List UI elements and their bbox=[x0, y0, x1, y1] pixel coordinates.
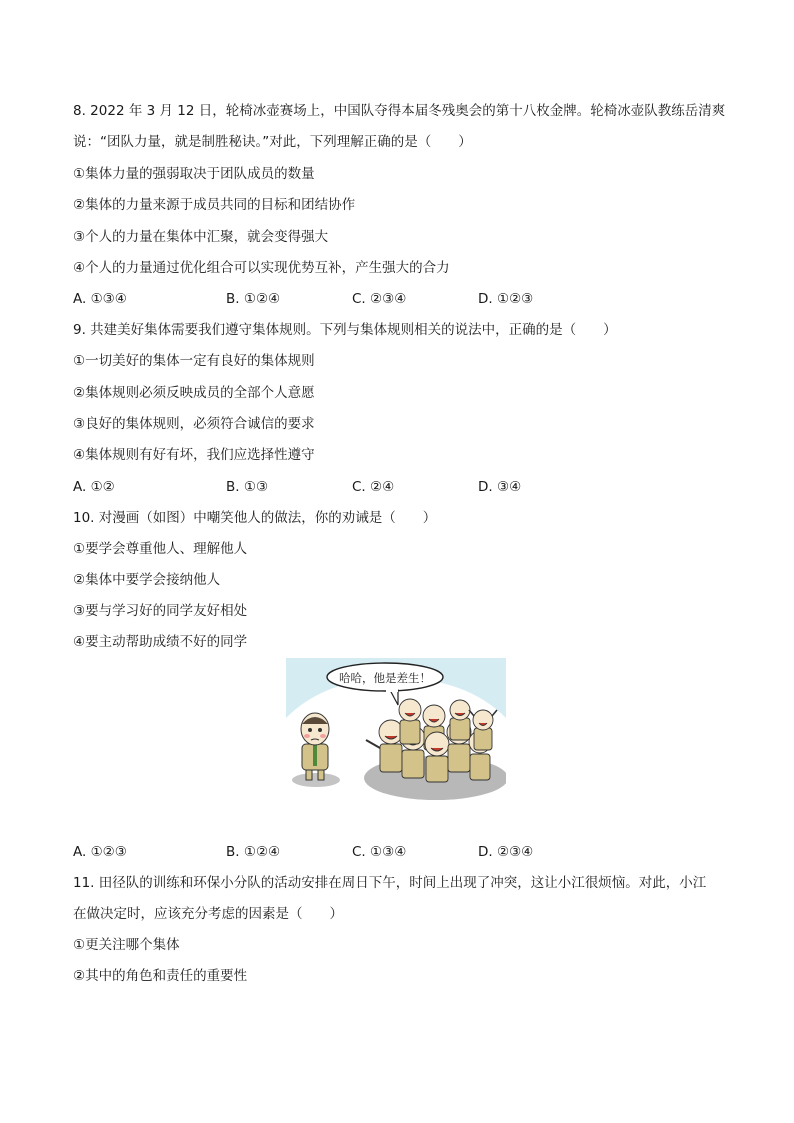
speech-bubble-text: 哈哈，他是差生！ bbox=[339, 671, 431, 685]
cartoon-figure bbox=[286, 658, 506, 800]
q9-statement-3: ③良好的集体规则，必须符合诚信的要求 bbox=[73, 416, 315, 432]
boy-shadow bbox=[292, 773, 340, 787]
q8-stem-line2: 说：“团队力量，就是制胜秘诀。”对此，下列理解正确的是（ ） bbox=[73, 134, 472, 150]
q9-statement-4: ④集体规则有好有坏，我们应选择性遵守 bbox=[73, 447, 315, 463]
q8-statement-3: ③个人的力量在集体中汇聚，就会变得强大 bbox=[73, 229, 329, 245]
q10-statement-1: ①要学会尊重他人、理解他人 bbox=[73, 541, 248, 557]
q11-statement-2: ②其中的角色和责任的重要性 bbox=[73, 968, 248, 984]
q10-statement-4: ④要主动帮助成绩不好的同学 bbox=[73, 634, 248, 650]
q9-option-d[interactable]: D. ③④ bbox=[478, 479, 522, 495]
crowd-member bbox=[399, 699, 421, 744]
q8-statement-2: ②集体的力量来源于成员共同的目标和团结协作 bbox=[73, 197, 356, 213]
q8-statement-4: ④个人的力量通过优化组合可以实现优势互补，产生强大的合力 bbox=[73, 260, 450, 276]
q10-option-c[interactable]: C. ①③④ bbox=[352, 844, 407, 860]
q9-option-b[interactable]: B. ①③ bbox=[226, 479, 269, 495]
q11-stem-line1: 11. 田径队的训练和环保小分队的活动安排在周日下午，时间上出现了冲突，这让小江很烦恼。对此，小江 bbox=[73, 875, 707, 891]
q8-option-a[interactable]: A. ①③④ bbox=[73, 291, 127, 307]
laughing-crowd bbox=[366, 699, 497, 782]
q10-option-a[interactable]: A. ①②③ bbox=[73, 844, 127, 860]
q9-option-c[interactable]: C. ②④ bbox=[352, 479, 395, 495]
q10-statement-3: ③要与学习好的同学友好相处 bbox=[73, 603, 248, 619]
q8-option-d[interactable]: D. ①②③ bbox=[478, 291, 534, 307]
q8-stem-line1: 8. 2022 年 3 月 12 日，轮椅冰壶赛场上，中国队夺得本届冬残奥会的第十八枚金牌。轮椅冰壶队教练岳清爽 bbox=[73, 103, 726, 119]
q10-statement-2: ②集体中要学会接纳他人 bbox=[73, 572, 221, 588]
q10-option-b[interactable]: B. ①②④ bbox=[226, 844, 281, 860]
q9-option-a[interactable]: A. ①② bbox=[73, 479, 115, 495]
crowd-member bbox=[366, 720, 403, 772]
q9-statement-2: ②集体规则必须反映成员的全部个人意愿 bbox=[73, 385, 315, 401]
q9-statement-1: ①一切美好的集体一定有良好的集体规则 bbox=[73, 353, 315, 369]
q8-statement-1: ①集体力量的强弱取决于团队成员的数量 bbox=[73, 166, 315, 182]
q8-option-c[interactable]: C. ②③④ bbox=[352, 291, 407, 307]
q11-statement-1: ①更关注哪个集体 bbox=[73, 937, 180, 953]
crowd-member bbox=[450, 700, 470, 740]
q9-stem-line1: 9. 共建美好集体需要我们遵守集体规则。下列与集体规则相关的说法中，正确的是（ ） bbox=[73, 322, 617, 338]
q11-stem-line2: 在做决定时，应该充分考虑的因素是（ ） bbox=[73, 906, 343, 922]
lone-boy bbox=[301, 713, 329, 780]
q10-option-d[interactable]: D. ②③④ bbox=[478, 844, 534, 860]
crowd-member bbox=[425, 732, 449, 782]
q8-option-b[interactable]: B. ①②④ bbox=[226, 291, 281, 307]
q10-stem-line1: 10. 对漫画（如图）中嘲笑他人的做法，你的劝诫是（ ） bbox=[73, 510, 437, 526]
